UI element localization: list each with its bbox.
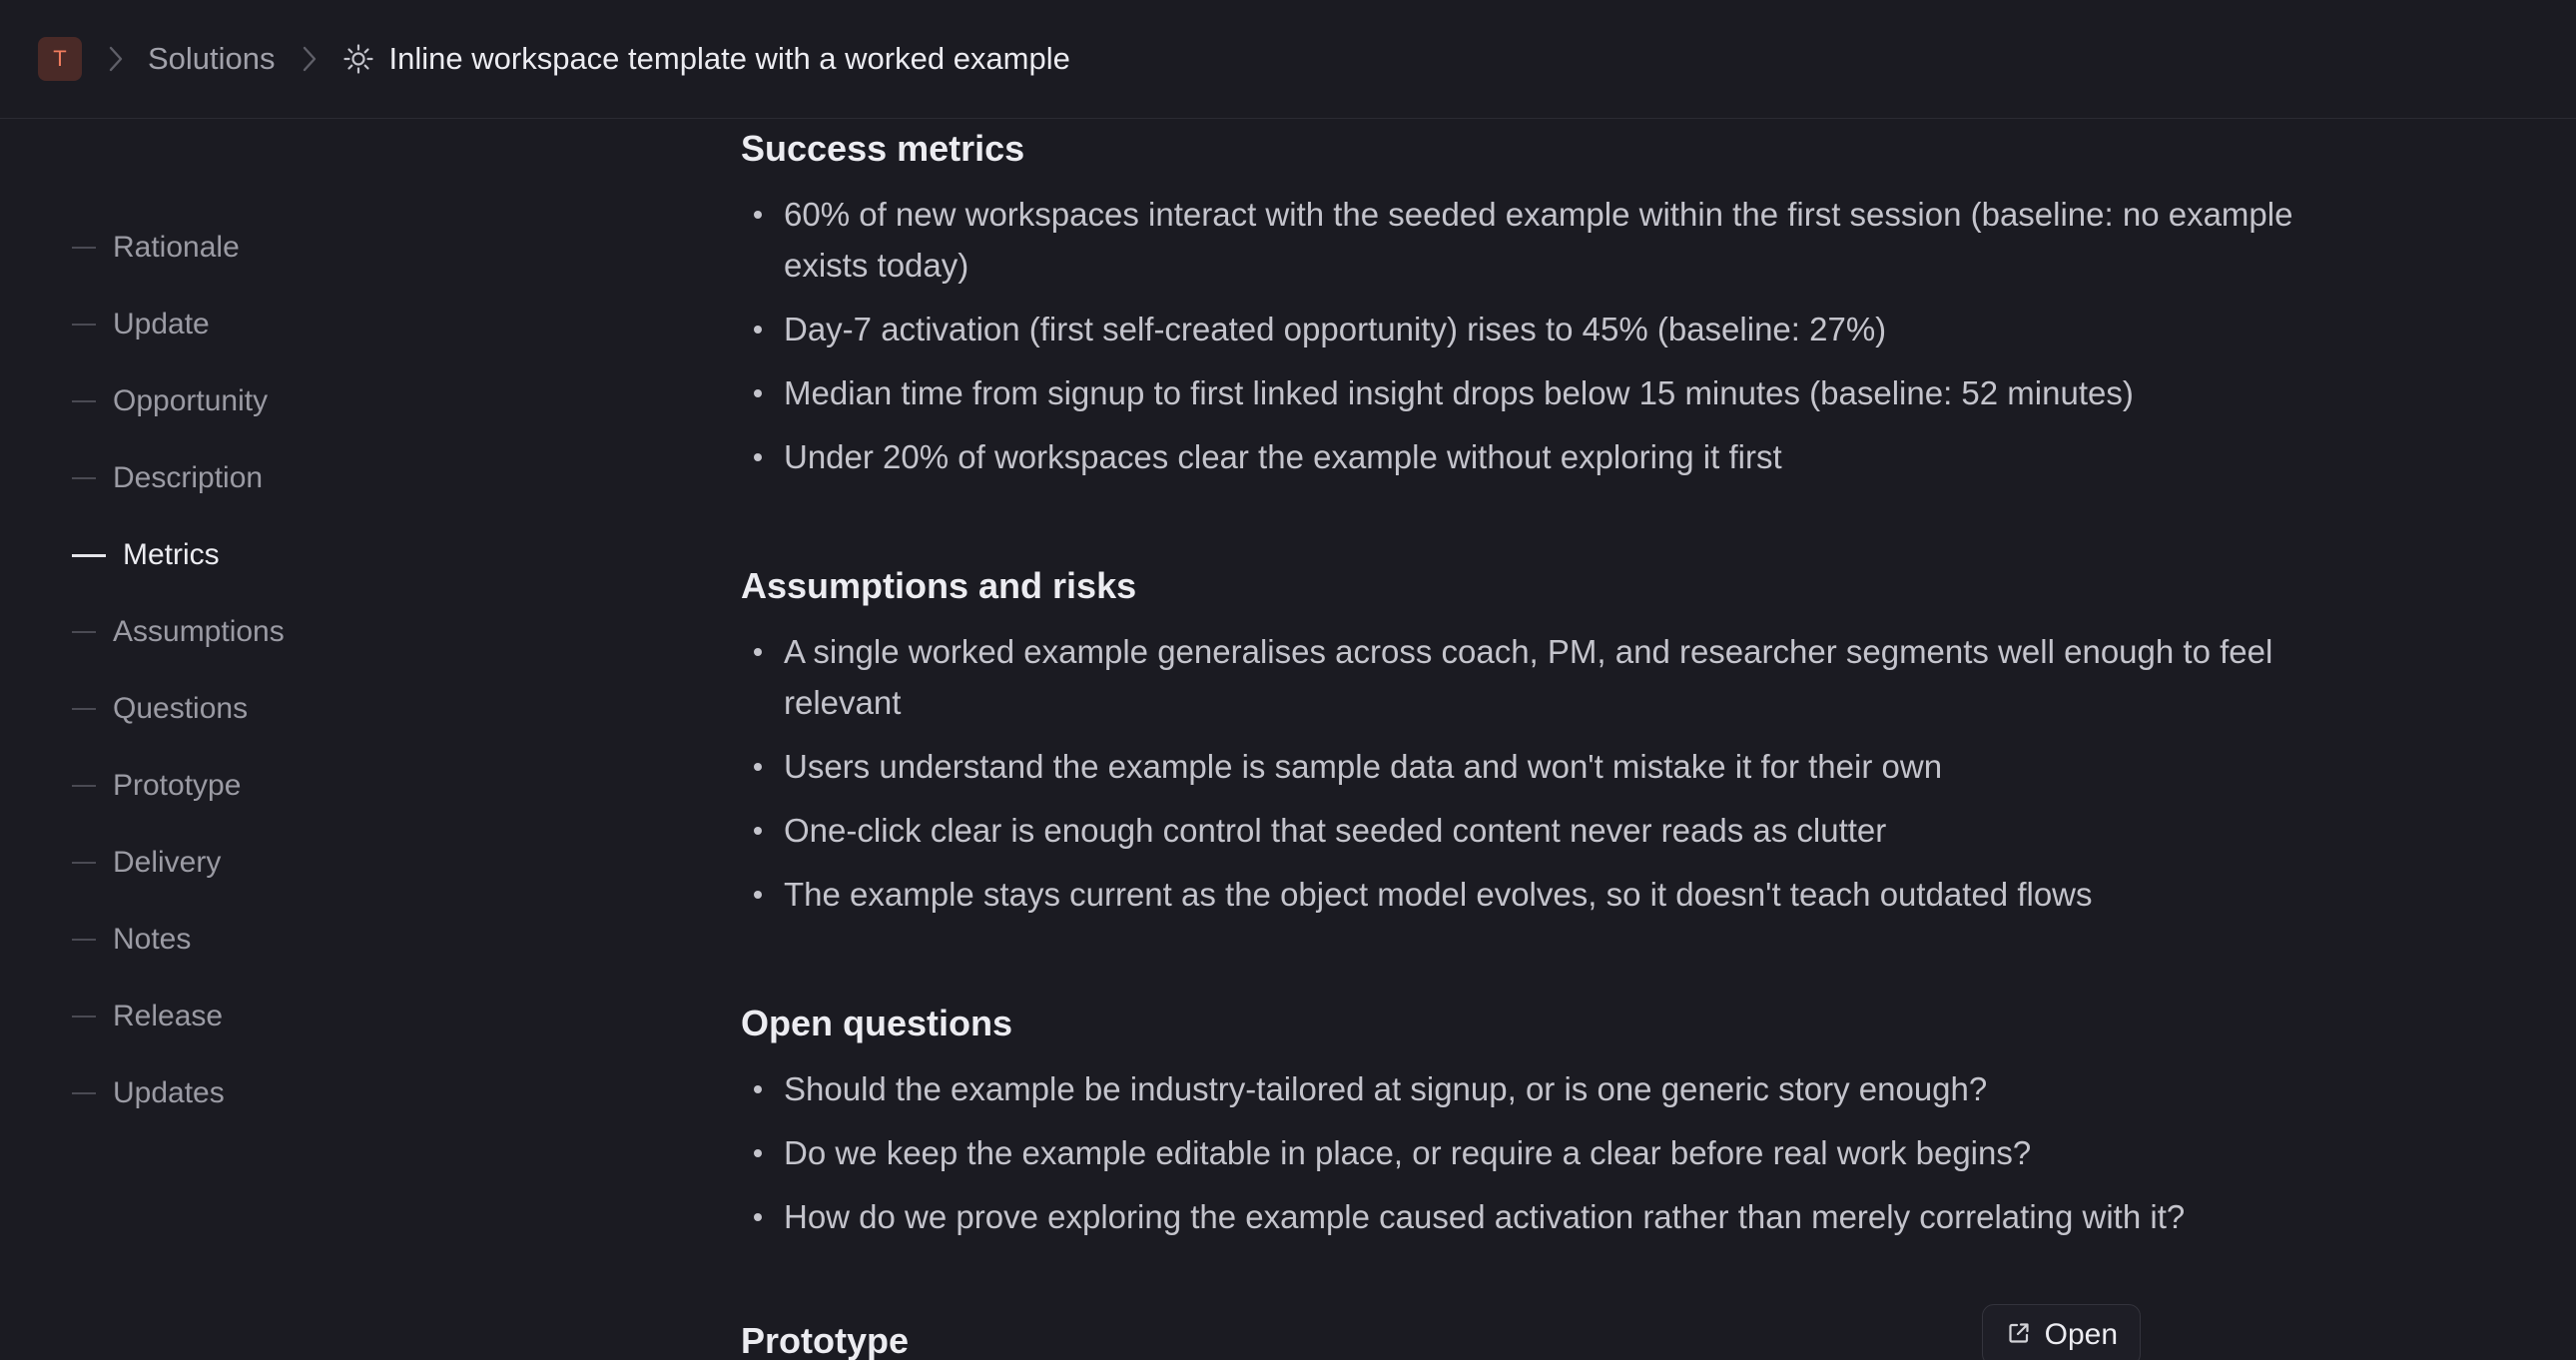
toc-item-release[interactable] xyxy=(72,995,223,1038)
section-prototype xyxy=(741,1313,2348,1360)
section-assumptions-and-risks xyxy=(741,558,2348,933)
bullet-list xyxy=(741,626,2348,920)
bullet-list xyxy=(741,189,2348,482)
list-item: One-click clear is enough control that seeded content never reads as clutter xyxy=(784,805,2348,856)
toc-dash xyxy=(72,554,106,557)
external-link-icon xyxy=(2007,1321,2031,1350)
toc-dash xyxy=(72,785,96,787)
list-item: How do we prove exploring the example caused activation rather than merely correlating with it? xyxy=(784,1191,2348,1242)
toc-item-label: Questions xyxy=(113,692,249,725)
toc-item-metrics[interactable] xyxy=(72,533,220,577)
toc-item-label: Prototype xyxy=(113,769,242,802)
workspace-avatar[interactable]: T xyxy=(38,37,82,81)
toc-item-prototype[interactable] xyxy=(72,764,241,808)
section-heading: Assumptions and risks xyxy=(741,565,1137,606)
toc-item-label: Metrics xyxy=(123,538,220,571)
toc-item-label: Notes xyxy=(113,923,192,956)
toc-item-rationale[interactable] xyxy=(72,226,240,270)
section-heading: Open questions xyxy=(741,1003,1013,1043)
list-item: Users understand the example is sample data and won't mistake it for their own xyxy=(784,741,2348,792)
toc-item-label: Delivery xyxy=(113,846,222,879)
toc-dash xyxy=(72,862,96,864)
section-success-metrics xyxy=(741,121,2348,495)
list-item: A single worked example generalises across coach, PM, and researcher segments well enough to feel relevant xyxy=(784,626,2348,728)
chevron-right-icon xyxy=(302,45,318,73)
toc-item-label: Update xyxy=(113,308,210,340)
toc-item-label: Updates xyxy=(113,1076,225,1109)
list-item: Under 20% of workspaces clear the example without exploring it first xyxy=(784,431,2348,482)
chevron-right-icon xyxy=(108,45,124,73)
open-button-label: Open xyxy=(2044,1318,2118,1351)
list-item: Should the example be industry-tailored at signup, or is one generic story enough? xyxy=(784,1063,2348,1114)
toc-item-description[interactable] xyxy=(72,456,263,500)
toc-item-delivery[interactable] xyxy=(72,841,221,885)
toc-item-label: Release xyxy=(113,1000,224,1032)
section-heading: Prototype xyxy=(741,1320,910,1360)
toc-item-questions[interactable] xyxy=(72,687,248,731)
list-item: Day-7 activation (first self-created opportunity) rises to 45% (baseline: 27%) xyxy=(784,304,2348,354)
list-item: Do we keep the example editable in place, or require a clear before real work begins? xyxy=(784,1127,2348,1178)
breadcrumb-bar xyxy=(0,0,2576,119)
breadcrumb-solutions[interactable]: Solutions xyxy=(148,41,276,76)
toc-item-opportunity[interactable] xyxy=(72,379,268,423)
bullet-list xyxy=(741,1063,2348,1242)
toc-dash xyxy=(72,1092,96,1094)
toc-item-update[interactable] xyxy=(72,303,210,346)
sun-icon xyxy=(341,42,375,76)
section-heading: Success metrics xyxy=(741,128,1025,169)
open-prototype-button[interactable] xyxy=(1982,1304,2141,1360)
toc-dash xyxy=(72,477,96,479)
toc-item-updates[interactable] xyxy=(72,1071,225,1115)
list-item: Median time from signup to first linked insight drops below 15 minutes (baseline: 52 minutes) xyxy=(784,367,2348,418)
toc-dash xyxy=(72,247,96,249)
table-of-contents xyxy=(0,119,699,1360)
toc-dash xyxy=(72,631,96,633)
toc-item-label: Rationale xyxy=(113,231,240,264)
toc-item-notes[interactable] xyxy=(72,918,191,962)
toc-dash xyxy=(72,939,96,941)
section-open-questions xyxy=(741,996,2348,1255)
list-item: 60% of new workspaces interact with the seeded example within the first session (baseline: no example exists today) xyxy=(784,189,2348,291)
toc-item-label: Description xyxy=(113,461,264,494)
toc-dash xyxy=(72,1016,96,1018)
toc-item-label: Assumptions xyxy=(113,615,285,648)
breadcrumb-current-page: Inline workspace template with a worked example xyxy=(388,41,1070,76)
toc-item-assumptions[interactable] xyxy=(72,610,285,654)
toc-dash xyxy=(72,324,96,326)
document-content xyxy=(741,119,2348,1360)
toc-dash xyxy=(72,400,96,402)
toc-dash xyxy=(72,708,96,710)
list-item: The example stays current as the object model evolves, so it doesn't teach outdated flows xyxy=(784,869,2348,920)
toc-item-label: Opportunity xyxy=(113,384,269,417)
